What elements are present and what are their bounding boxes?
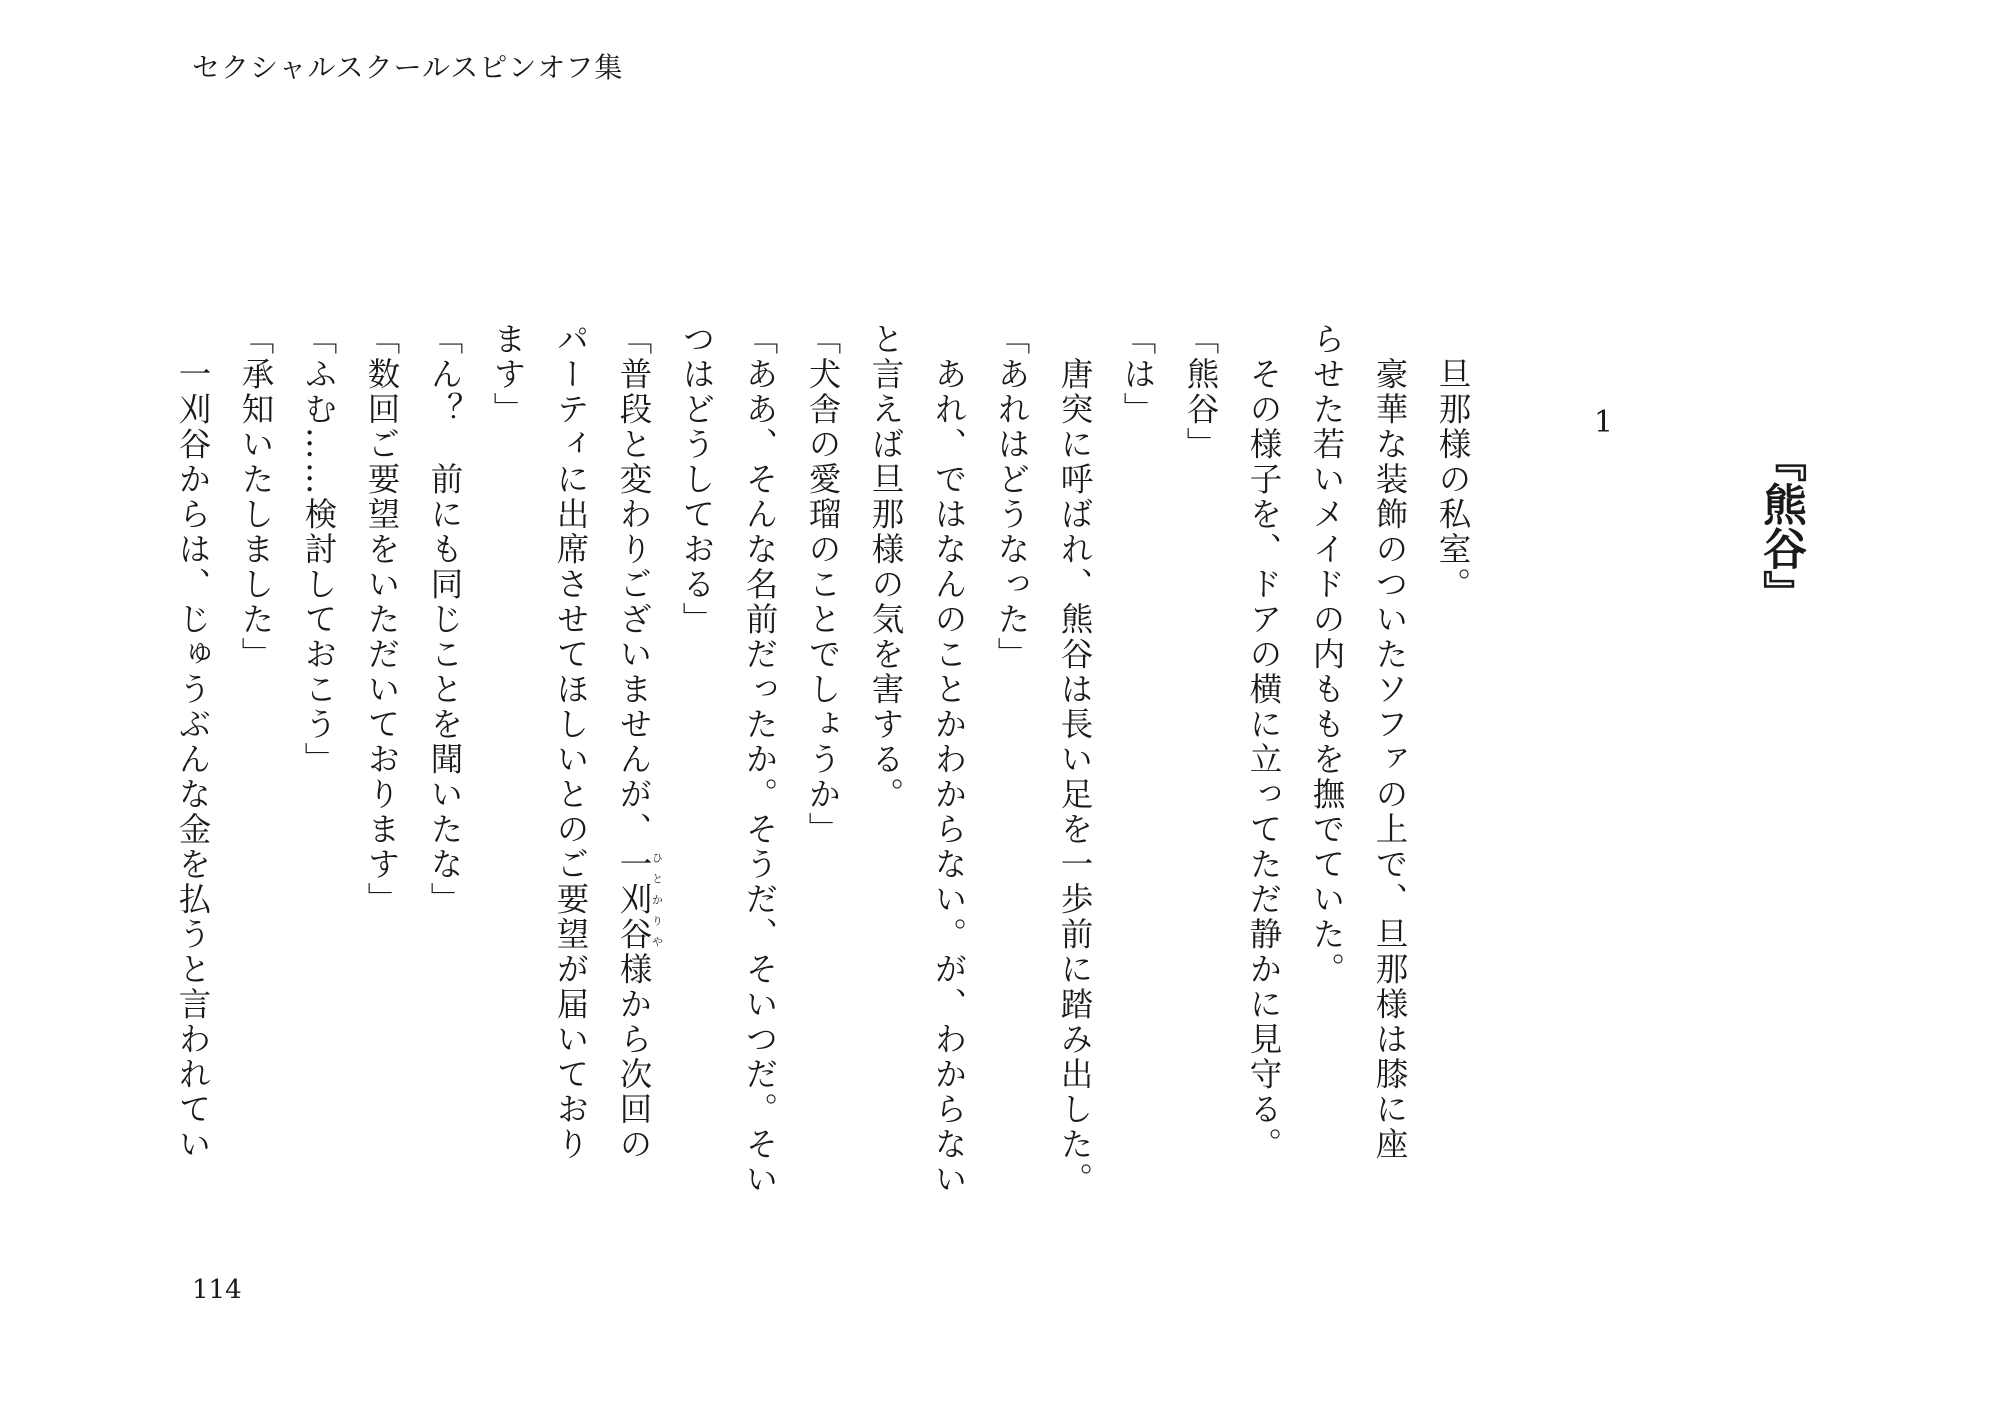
text-line: 「承知いたしました」 xyxy=(237,322,275,672)
ruby-annotation xyxy=(615,847,664,952)
text-line: 「ああ、そんな名前だったか。そうだ、そいつだ。そい xyxy=(741,322,779,1197)
text-line: と言えば旦那様の気を害する。 xyxy=(867,322,905,812)
ruby-line-before: 「普段と変わりございませんが、 xyxy=(615,322,653,847)
text-line: 「犬舎の愛瑠のことでしょうか」 xyxy=(804,322,842,847)
ruby-reading: ひとかりや xyxy=(650,847,664,952)
text-line: らせた若いメイドの内ももを撫でていた。 xyxy=(1308,322,1346,987)
text-line: パーティに出席させてほしいとのご要望が届いており xyxy=(552,322,590,1162)
section-number: 1 xyxy=(1594,405,1614,440)
ruby-base: 一刈谷 xyxy=(615,847,653,952)
chapter-title: 『熊谷』 xyxy=(1755,438,1806,614)
text-line: 旦那様の私室。 xyxy=(1434,322,1472,602)
text-line: 「あれはどうなった」 xyxy=(993,322,1031,672)
text-line: ます」 xyxy=(489,322,527,427)
ruby-line-after: 様から次回の xyxy=(615,952,653,1162)
text-line: 「ふむ……検討しておこう」 xyxy=(300,322,338,777)
running-header: セクシャルスクールスピンオフ集 xyxy=(192,51,624,84)
text-line-with-ruby xyxy=(602,322,665,1202)
text-line: 「数回ご要望をいただいております」 xyxy=(363,322,401,917)
text-line: 唐突に呼ばれ、熊谷は長い足を一歩前に踏み出した。 xyxy=(1056,322,1094,1197)
page-number: 114 xyxy=(192,1275,242,1305)
body-text xyxy=(161,322,1484,1202)
text-line: その様子を、ドアの横に立ってただ静かに見守る。 xyxy=(1245,322,1283,1162)
text-line: あれ、ではなんのことかわからない。が、わからない xyxy=(930,322,968,1197)
text-line: 「ん？ 前にも同じことを聞いたな」 xyxy=(426,322,464,917)
text-line: つはどうしておる」 xyxy=(678,322,716,637)
text-line: 「熊谷」 xyxy=(1182,322,1220,462)
text-line: 豪華な装飾のついたソファの上で、旦那様は膝に座 xyxy=(1371,322,1409,1162)
text-line: 一刈谷からは、じゅうぶんな金を払うと言われてい xyxy=(174,322,212,1162)
text-line: 「は」 xyxy=(1119,322,1157,427)
